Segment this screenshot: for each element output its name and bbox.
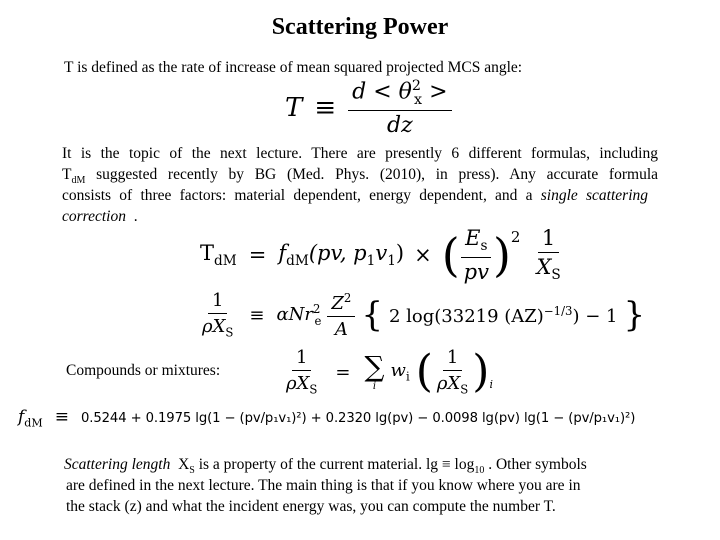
paragraph-correction: correction — [62, 208, 126, 225]
eq-tdm-eq: = — [248, 243, 267, 267]
eq-tdm-xs: X — [536, 255, 552, 280]
eq-xs-lhs-fraction — [198, 290, 237, 340]
eq-comp-inner-fraction — [433, 347, 472, 397]
eq-f-lhs-sub: dM — [24, 416, 43, 430]
eq-T-lhs: T — [285, 92, 303, 123]
paragraph-tdm-sub: dM — [71, 175, 86, 187]
eq-tdm-lhs: T — [200, 240, 215, 265]
equation-compounds — [282, 343, 493, 401]
eq-tdm-times: × — [414, 243, 432, 267]
eq-comp-sum — [364, 349, 385, 392]
eq-tdm-es-den: pv — [463, 259, 489, 284]
page-title: Scattering Power — [271, 14, 449, 40]
eq-T-fraction — [348, 78, 451, 138]
eq-tdm-one: 1 — [538, 226, 559, 253]
eq-xs-alpha-sup: 2 — [313, 302, 321, 317]
eq-tdm-lhs-sub: dM — [214, 253, 237, 270]
eq-xs-one: 1 — [208, 290, 227, 314]
paragraph-period: . — [133, 208, 138, 225]
eq-xs-z2a-fraction — [327, 291, 355, 340]
eq-T-num-d: d < — [352, 79, 392, 105]
eq-comp-sum-sub: i — [372, 380, 377, 392]
equation-T-definition — [285, 78, 452, 138]
eq-f-lhs: f — [18, 407, 25, 427]
definition-text: T is defined as the rate of increase of mean squared projected MCS angle: — [64, 59, 523, 76]
eq-comp-inner: ( $\frac{1}{\rho X_S}$ ) i — [415, 346, 493, 397]
eq-xs-brace-close: } — [623, 295, 646, 335]
eq-tdm-xs-fraction — [532, 226, 564, 283]
eq-comp-inner-den-sub: S — [460, 382, 469, 397]
eq-xs-body: 2 log(33219 (AZ) — [388, 305, 544, 327]
eq-tdm-args: (pv, p — [308, 240, 367, 265]
eq-comp-lhs-fraction — [282, 347, 321, 397]
paragraph-line-4 — [62, 206, 138, 227]
eq-comp-inner-one: 1 — [443, 347, 462, 371]
eq-tdm-power: 2 — [510, 228, 521, 247]
compounds-label: Compounds or mixtures: — [66, 362, 221, 379]
eq-comp-outer-sub: i — [489, 377, 493, 391]
eq-xs-brace-open: { — [361, 295, 383, 335]
eq-xs-z: Z — [331, 292, 344, 314]
eq-xs-den: ρX — [202, 316, 226, 338]
eq-xs-z-sup: 2 — [343, 290, 352, 305]
equation-TdM — [200, 225, 565, 285]
eq-tdm-es-sub: s — [480, 238, 488, 255]
equation-XS — [198, 290, 645, 340]
closing-scattering-length: Scattering length — [64, 456, 171, 473]
paragraph-line-1: It is the topic of the next lecture. There are presently 6 different formulas, including — [62, 145, 658, 162]
eq-T-num-close: > — [429, 79, 448, 105]
eq-xs-rel: ≡ — [249, 304, 265, 326]
closing-xs: X — [178, 456, 190, 473]
closing-xs-sub: S — [189, 465, 195, 477]
eq-tdm-es: E — [465, 226, 481, 251]
eq-comp-one: 1 — [292, 347, 311, 371]
eq-xs-alpha-sub: e — [314, 313, 322, 328]
eq-xs-a: A — [334, 318, 348, 340]
eq-tdm-args-close: ) — [395, 240, 405, 265]
paragraph-tdm: T — [62, 166, 72, 183]
eq-tdm-args-sub: 1 — [366, 253, 376, 270]
eq-comp-w: w — [390, 360, 406, 382]
eq-tdm-es-fraction — [460, 226, 493, 283]
eq-T-den: dz — [386, 112, 413, 138]
eq-comp-w-sub: i — [405, 369, 410, 384]
closing-line-3: the stack (z) and what the incident energy was, you can compute the number T. — [66, 498, 556, 515]
eq-f-rhs: 0.5244 + 0.1975 lg(1 − (pv/p₁v₁)²) + 0.2320 lg(pv) − 0.0098 lg(pv) lg(1 − (pv/p₁v₁)²) — [80, 411, 636, 426]
eq-comp-sum-sign: ∑ — [364, 349, 385, 383]
eq-xs-alpha: αNr — [276, 304, 314, 326]
eq-tdm-energy-factor: ( $\frac{E_s}{pv}$ ) $^2$ — [441, 226, 521, 284]
eq-comp-eq: = — [335, 361, 351, 383]
eq-xs-body-sup: −1/3 — [543, 303, 573, 318]
eq-xs-body-end: ) − 1 — [572, 305, 618, 327]
eq-T-theta-sub: x — [414, 91, 423, 108]
eq-tdm-xs-sub: S — [551, 267, 561, 284]
eq-tdm-f: f — [278, 240, 287, 265]
eq-comp-den: ρX — [286, 373, 310, 395]
eq-tdm-args-v: v — [375, 240, 388, 265]
closing-log-sub: 10 — [474, 465, 485, 477]
paragraph-line-2-text: suggested recently by BG (Med. Phys. (2010), in press). Any accurate formula — [96, 166, 659, 183]
paragraph-line-3 — [62, 185, 648, 206]
closing-line-2: are defined in the next lecture. The main thing is that if you know where you are in — [66, 477, 581, 494]
eq-comp-den-sub: S — [309, 382, 318, 397]
paragraph-line-3-text: consists of three factors: material dependent, energy dependent, and a — [62, 187, 533, 204]
closing-other-symbols: . Other symbols — [488, 456, 587, 473]
equation-fdM — [18, 407, 708, 429]
eq-tdm-f-sub: dM — [286, 253, 309, 270]
eq-T-theta-sup: 2 — [411, 78, 422, 94]
eq-T-rel: ≡ — [314, 92, 337, 123]
eq-xs-den-sub: S — [225, 325, 234, 340]
eq-f-rel: ≡ — [54, 407, 69, 427]
closing-line-1-text: is a property of the current material. lg ≡ log — [198, 456, 475, 473]
eq-comp-inner-den: ρX — [436, 373, 461, 395]
eq-T-theta: θ — [398, 79, 412, 105]
paragraph-single-scattering: single scattering — [540, 187, 649, 204]
eq-tdm-args-sub2: 1 — [387, 253, 396, 270]
